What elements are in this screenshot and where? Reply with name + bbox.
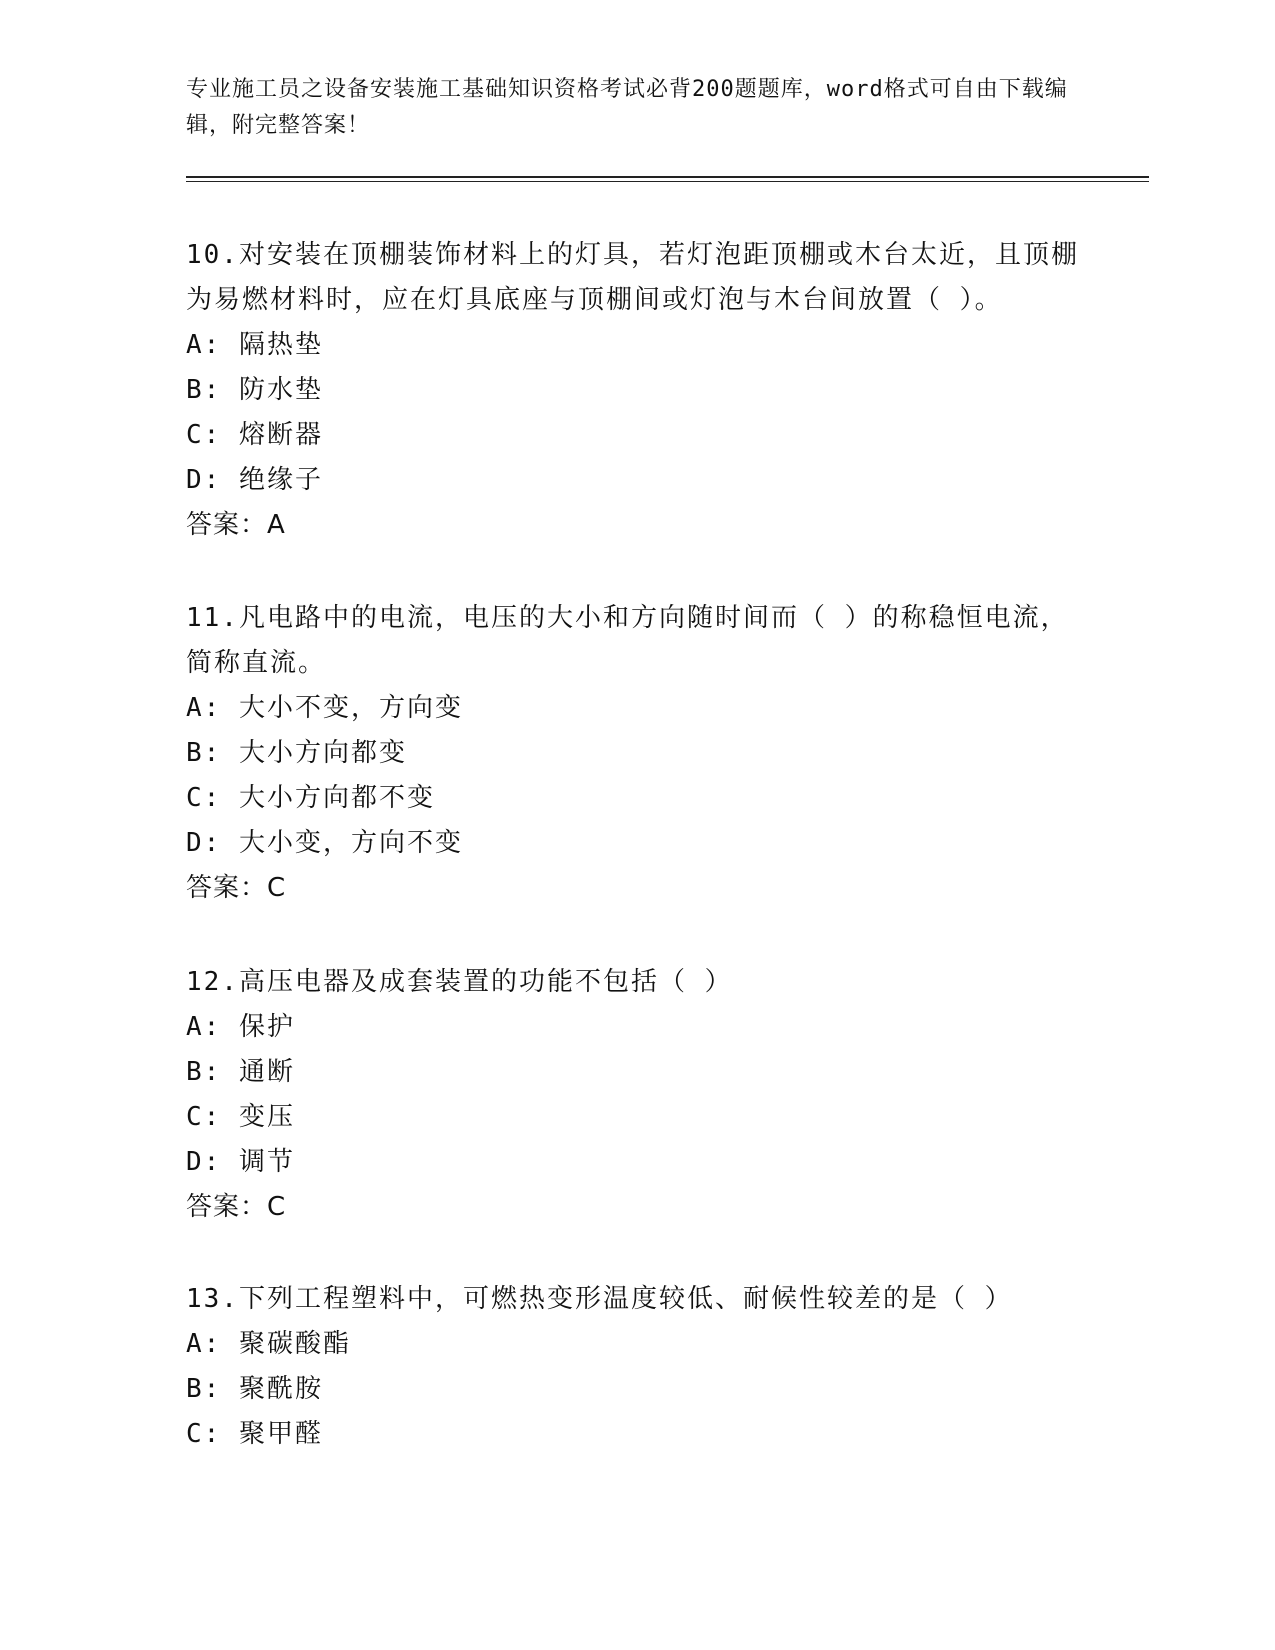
question-10: [186, 233, 1086, 548]
question-stem: 10.对安装在顶棚装饰材料上的灯具，若灯泡距顶棚或木台太近，且顶棚为易燃材料时，应在灯具底座与顶棚间或灯泡与木台间放置（ ）。: [186, 240, 1079, 315]
question-stem: 12.高压电器及成套装置的功能不包括（ ）: [186, 967, 733, 997]
question-stem: 13.下列工程塑料中，可燃热变形温度较低、耐候性较差的是（ ）: [186, 1284, 1013, 1314]
option-c: C: 变压: [186, 1102, 295, 1132]
answer-line: 答案：C: [186, 1192, 287, 1222]
question-13: [186, 1277, 1086, 1457]
option-b: B: 通断: [186, 1057, 295, 1087]
option-c: C: 聚甲醛: [186, 1419, 323, 1449]
question-stem: 11.凡电路中的电流，电压的大小和方向随时间而（ ）的称稳恒电流，简称直流。: [186, 603, 1069, 678]
option-d: D: 大小变，方向不变: [186, 828, 463, 858]
option-a: A: 保护: [186, 1012, 295, 1042]
option-a: A: 大小不变，方向变: [186, 693, 463, 723]
option-d: D: 绝缘子: [186, 465, 323, 495]
option-c: C: 大小方向都不变: [186, 783, 435, 813]
option-a: A: 隔热垫: [186, 330, 323, 360]
question-12: [186, 960, 1086, 1230]
answer-line: 答案：A: [186, 510, 286, 540]
question-11: [186, 596, 1086, 911]
option-c: C: 熔断器: [186, 420, 323, 450]
option-b: B: 防水垫: [186, 375, 323, 405]
option-b: B: 聚酰胺: [186, 1374, 323, 1404]
option-d: D: 调节: [186, 1147, 295, 1177]
document-header: 专业施工员之设备安装施工基础知识资格考试必背200题题库，word格式可自由下载编辑，附完整答案！: [186, 77, 1068, 138]
answer-line: 答案：C: [186, 873, 287, 903]
header-divider: [186, 176, 1149, 182]
option-b: B: 大小方向都变: [186, 738, 407, 768]
option-a: A: 聚碳酸酯: [186, 1329, 351, 1359]
